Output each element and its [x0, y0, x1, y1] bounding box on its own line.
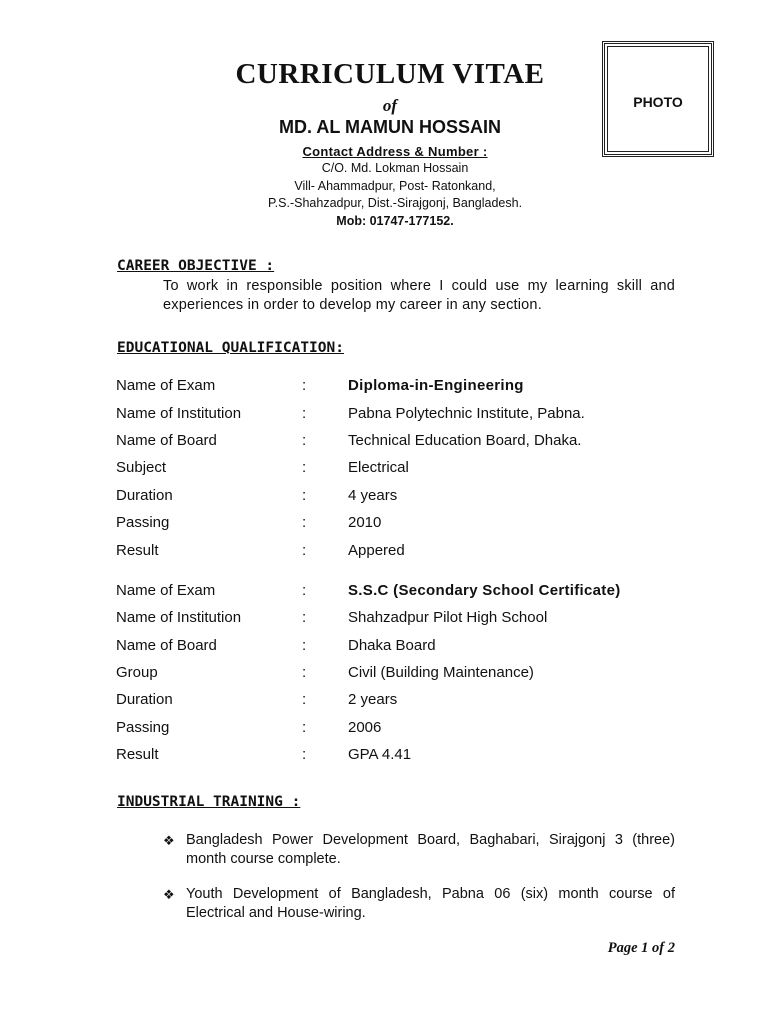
contact-line: P.S.-Shahzadpur, Dist.-Sirajgonj, Bangladesh.: [267, 196, 523, 210]
training-item: [163, 885, 675, 923]
row-separator: :: [302, 637, 307, 654]
contact-mobile: Mob: 01747-177152.: [336, 214, 454, 228]
career-objective-heading: CAREER OBJECTIVE :: [117, 258, 275, 274]
education-row: [116, 719, 676, 739]
row-separator: :: [302, 405, 307, 422]
row-label: Name of Institution: [116, 609, 242, 626]
row-value: 2006: [348, 719, 382, 736]
row-separator: :: [302, 542, 307, 559]
diamond-bullet-icon: ❖: [163, 887, 175, 902]
education-row: [116, 609, 676, 629]
row-value: Civil (Building Maintenance): [348, 664, 534, 681]
row-label: Group: [116, 664, 158, 681]
row-label: Name of Exam: [116, 582, 216, 599]
row-separator: :: [302, 719, 307, 736]
education-row: [116, 542, 676, 562]
document-title: CURRICULUM VITAE: [235, 58, 545, 90]
contact-line: C/O. Md. Lokman Hossain: [321, 161, 469, 175]
page-number: Page 1 of 2: [607, 940, 675, 956]
row-label: Name of Board: [116, 637, 217, 654]
candidate-name: MD. AL MAMUN HOSSAIN: [279, 117, 501, 137]
education-row: [116, 514, 676, 534]
row-label: Duration: [116, 691, 173, 708]
row-label: Passing: [116, 514, 170, 531]
row-separator: :: [302, 609, 307, 626]
education-row: [116, 405, 676, 425]
row-label: Name of Board: [116, 432, 217, 449]
row-label: Result: [116, 746, 159, 763]
row-value: Diploma-in-Engineering: [348, 377, 524, 394]
row-value: 4 years: [348, 487, 398, 504]
row-separator: :: [302, 377, 307, 394]
row-value: 2010: [348, 514, 382, 531]
career-objective-text: To work in responsible position where I could use my learning skill and experiences in order to develop my career in any section.: [163, 278, 675, 313]
education-row: [116, 432, 676, 452]
row-separator: :: [302, 432, 307, 449]
contact-line: Vill- Ahammadpur, Post- Ratonkand,: [294, 179, 496, 193]
row-label: Passing: [116, 719, 170, 736]
row-value: Technical Education Board, Dhaka.: [348, 432, 582, 449]
diamond-bullet-icon: ❖: [163, 833, 175, 848]
education-row: [116, 459, 676, 479]
education-row: [116, 664, 676, 684]
training-item-text: Bangladesh Power Development Board, Baghabari, Sirajgonj 3 (three) month course complete.: [186, 832, 675, 867]
contact-heading: Contact Address & Number :: [302, 144, 488, 159]
training-item: [163, 831, 675, 869]
row-separator: :: [302, 746, 307, 763]
row-separator: :: [302, 664, 307, 681]
row-label: Result: [116, 542, 159, 559]
row-label: Duration: [116, 487, 173, 504]
education-heading: EDUCATIONAL QUALIFICATION:: [117, 340, 344, 356]
education-row: [116, 637, 676, 657]
row-value: 2 years: [348, 691, 398, 708]
row-value: Pabna Polytechnic Institute, Pabna.: [348, 405, 585, 422]
row-separator: :: [302, 514, 307, 531]
row-value: S.S.C (Secondary School Certificate): [348, 582, 621, 599]
row-value: Dhaka Board: [348, 637, 436, 654]
row-separator: :: [302, 691, 307, 708]
row-label: Name of Exam: [116, 377, 216, 394]
title-of: of: [382, 96, 398, 115]
row-value: Shahzadpur Pilot High School: [348, 609, 548, 626]
row-value: Appered: [348, 542, 405, 559]
education-row: [116, 487, 676, 507]
education-row: [116, 746, 676, 766]
row-separator: :: [302, 582, 307, 599]
training-heading: INDUSTRIAL TRAINING :: [117, 794, 301, 810]
row-label: Name of Institution: [116, 405, 242, 422]
education-row: [116, 691, 676, 711]
photo-label: PHOTO: [633, 94, 683, 110]
training-item-text: Youth Development of Bangladesh, Pabna 06 (six) month course of Electrical and House-wiring.: [186, 886, 675, 921]
row-separator: :: [302, 487, 307, 504]
row-value: GPA 4.41: [348, 746, 412, 763]
row-label: Subject: [116, 459, 167, 476]
row-separator: :: [302, 459, 307, 476]
row-value: Electrical: [348, 459, 409, 476]
education-row: [116, 377, 676, 397]
education-row: [116, 582, 676, 602]
